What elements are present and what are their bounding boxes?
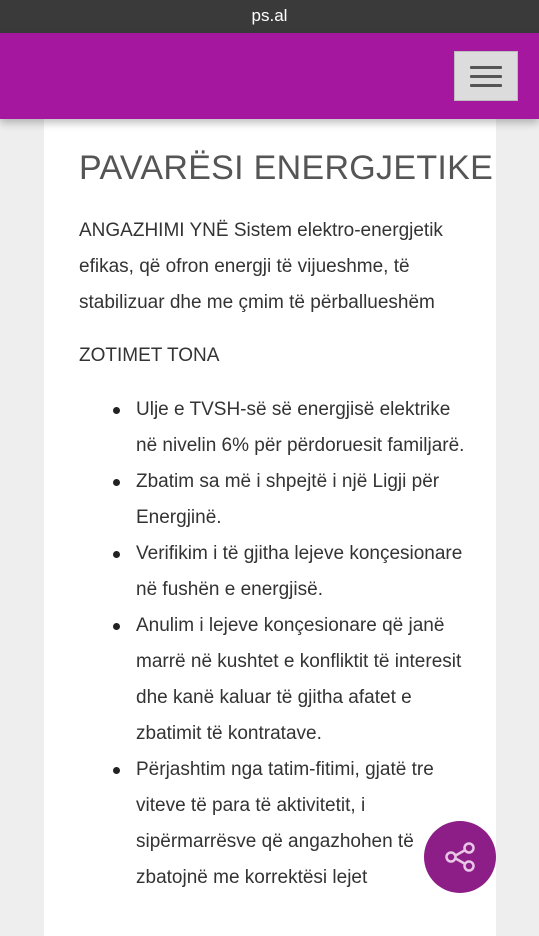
section-heading: ZOTIMET TONA	[79, 345, 220, 366]
commitments-list	[136, 392, 476, 896]
page-title: PAVARËSI ENERGJETIKE	[79, 149, 494, 187]
hamburger-menu-icon-line	[470, 84, 502, 87]
bullet-icon	[113, 407, 120, 414]
list-item-text: Zbatim sa më i shpejtë i një Ligji për Energjinë.	[136, 471, 440, 528]
list-item	[136, 608, 476, 752]
list-item	[136, 536, 476, 608]
list-item-text: Anulim i lejeve konçesionare që janë marrë në kushtet e konfliktit të interesit dhe kanë kaluar të gjitha afatet e zbatimit të kontratave.	[136, 615, 462, 744]
article-card	[44, 119, 496, 936]
menu-button[interactable]	[454, 51, 518, 101]
browser-url-bar[interactable]	[0, 0, 539, 33]
hamburger-menu-icon-line	[470, 75, 502, 78]
intro-paragraph: ANGAZHIMI YNË Sistem elektro-energjetik efikas, që ofron energji të vijueshme, të stabilizuar dhe me çmim të përballueshëm	[79, 220, 443, 313]
browser-url: ps.al	[251, 6, 288, 25]
bullet-icon	[113, 479, 120, 486]
bullet-icon	[113, 551, 120, 558]
list-item	[136, 392, 476, 464]
bullet-icon	[113, 767, 120, 774]
list-item	[136, 752, 476, 896]
hamburger-menu-icon	[470, 66, 502, 69]
bullet-icon	[113, 623, 120, 630]
list-item-text: Përjashtim nga tatim-fitimi, gjatë tre viteve të para të aktivitetit, i sipërmarrësve që angazhohen të zbatojnë me korrektësi lejet	[136, 759, 434, 888]
list-item-text: Ulje e TVSH-së së energjisë elektrike në nivelin 6% për përdoruesit familjarë.	[136, 399, 465, 456]
list-item	[136, 464, 476, 536]
share-icon	[440, 837, 480, 877]
list-item-text: Verifikim i të gjitha lejeve konçesionare në fushën e energjisë.	[136, 543, 463, 600]
share-button[interactable]	[424, 821, 496, 893]
site-header	[0, 33, 539, 119]
